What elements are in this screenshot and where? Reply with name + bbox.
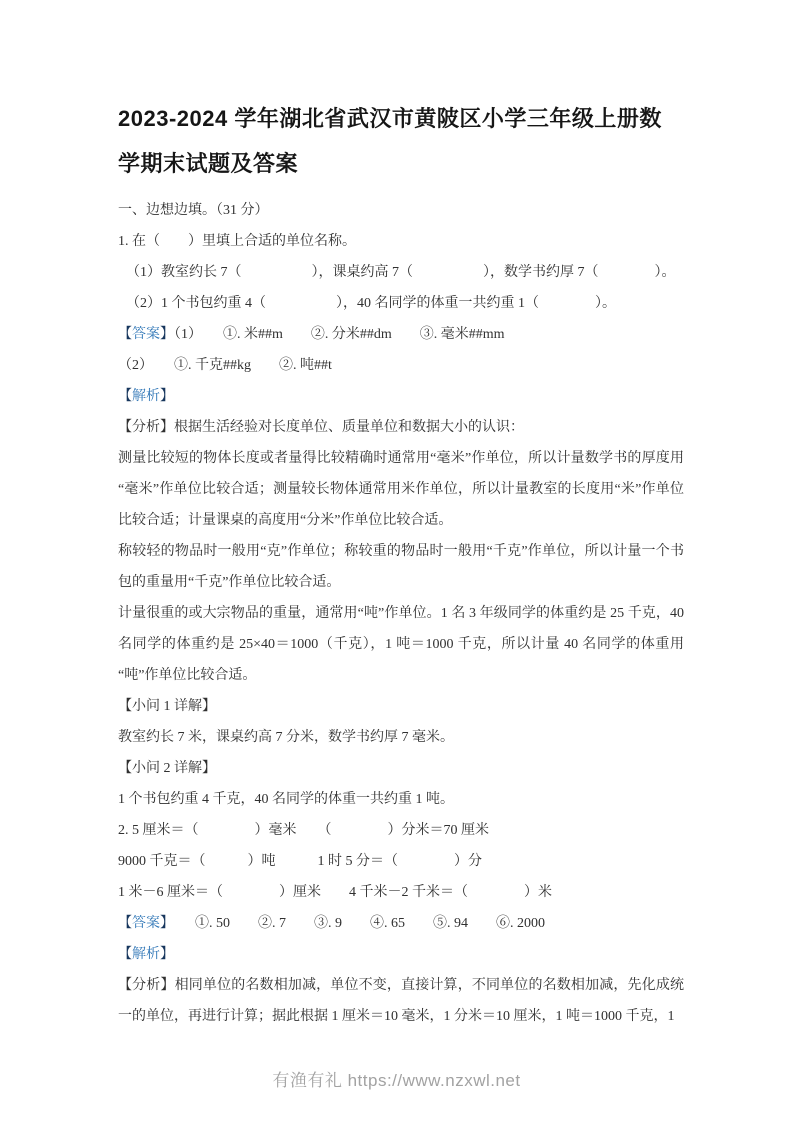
marker-label: 答案 <box>132 916 160 931</box>
analysis-marker <box>118 389 174 404</box>
marker-close-bracket: 】 <box>160 916 167 931</box>
text-content: 教室约长 7 米，课桌约高 7 分米，数学书约厚 7 毫米。 <box>118 730 454 745</box>
marker-open-bracket: 【 <box>118 327 132 342</box>
marker-close-bracket: 】 <box>160 389 174 404</box>
text-line <box>118 319 684 350</box>
marker-label: 答案 <box>132 327 160 342</box>
text-content: 【分析】相同单位的名数相加减，单位不变，直接计算，不同单位的名数相加减，先化成统一的单位，再进行计算；据此根据 1 厘米＝10 毫米，1 分米＝10 厘米，1 吨＝1000 千克，1 <box>118 978 684 1024</box>
text-content: （1）教室约长 7（ ），课桌约高 7（ ），数学书约厚 7（ ）。 <box>126 265 676 280</box>
text-content: 【小问 2 详解】 <box>118 761 216 776</box>
marker-open-bracket: 【 <box>118 389 132 404</box>
text-line <box>118 722 684 753</box>
text-content: 1. 在（ ）里填上合适的单位名称。 <box>118 234 356 249</box>
text-line <box>118 691 684 722</box>
text-content: 1 个书包约重 4 千克，40 名同学的体重一共约重 1 吨。 <box>118 792 454 807</box>
text-line <box>118 257 684 288</box>
document-content <box>118 96 684 1032</box>
text-line <box>118 846 684 877</box>
text-line <box>118 226 684 257</box>
text-content: 2. 5 厘米＝（ ）毫米 （ ）分米＝70 厘米 <box>118 823 489 838</box>
text-content: ①. 50 ②. 7 ③. 9 ④. 65 ⑤. 94 ⑥. 2000 <box>167 916 545 931</box>
text-content: 测量比较短的物体长度或者量得比较精确时通常用“毫米”作单位，所以计量数学书的厚度用“毫米”作单位比较合适；测量较长物体通常用米作单位，所以计量教室的长度用“米”作单位比较合适；计量课桌的高度用“分米”作单位比较合适。 <box>118 451 684 528</box>
paragraph <box>118 970 684 1032</box>
text-line <box>118 908 684 939</box>
answer-marker <box>118 327 174 342</box>
paragraph <box>118 536 684 598</box>
text-line <box>118 195 684 226</box>
paragraph <box>118 443 684 536</box>
text-content: 9000 千克＝（ ）吨 1 时 5 分＝（ ）分 <box>118 854 482 869</box>
marker-open-bracket: 【 <box>118 947 132 962</box>
text-content: 称较轻的物品时一般用“克”作单位；称较重的物品时一般用“千克”作单位，所以计量一个书包的重量用“千克”作单位比较合适。 <box>118 544 684 590</box>
text-line <box>118 784 684 815</box>
marker-close-bracket: 】 <box>160 947 174 962</box>
paragraph <box>118 412 684 443</box>
marker-open-bracket: 【 <box>118 916 132 931</box>
page-title: 2023-2024 学年湖北省武汉市黄陂区小学三年级上册数学期末试题及答案 <box>118 106 662 176</box>
text-line <box>118 939 684 970</box>
marker-label: 解析 <box>132 389 160 404</box>
text-line <box>118 381 684 412</box>
text-content: 【分析】根据生活经验对长度单位、质量单位和数据大小的认识： <box>118 420 524 435</box>
text-content: 1 米－6 厘米＝（ ）厘米 4 千米－2 千米＝（ ）米 <box>118 885 552 900</box>
text-content: 【小问 1 详解】 <box>118 699 216 714</box>
document-body <box>118 195 684 1032</box>
text-content: 一、边想边填。（31 分） <box>118 203 269 218</box>
text-line <box>118 288 684 319</box>
text-line <box>118 877 684 908</box>
marker-label: 解析 <box>132 947 160 962</box>
text-content: （1） ①. 米##m ②. 分米##dm ③. 毫米##mm <box>174 327 505 342</box>
text-line <box>118 753 684 784</box>
text-content: （2）1 个书包约重 4（ ），40 名同学的体重一共约重 1（ ）。 <box>126 296 616 311</box>
answer-marker <box>118 916 167 931</box>
watermark-footer: 有渔有礼 https://www.nzxwl.net <box>272 1071 521 1090</box>
text-line <box>118 350 684 381</box>
analysis-marker <box>118 947 174 962</box>
text-content: （2） ①. 千克##kg ②. 吨##t <box>118 358 332 373</box>
marker-close-bracket: 】 <box>160 327 174 342</box>
text-line <box>118 815 684 846</box>
text-content: 计量很重的或大宗物品的重量，通常用“吨”作单位。1 名 3 年级同学的体重约是 25 千克，40 名同学的体重约是 25×40＝1000（千克），1 吨＝1000 千克，所以计量 40 名同学的体重用“吨”作单位比较合适。 <box>118 606 684 683</box>
paragraph <box>118 598 684 691</box>
